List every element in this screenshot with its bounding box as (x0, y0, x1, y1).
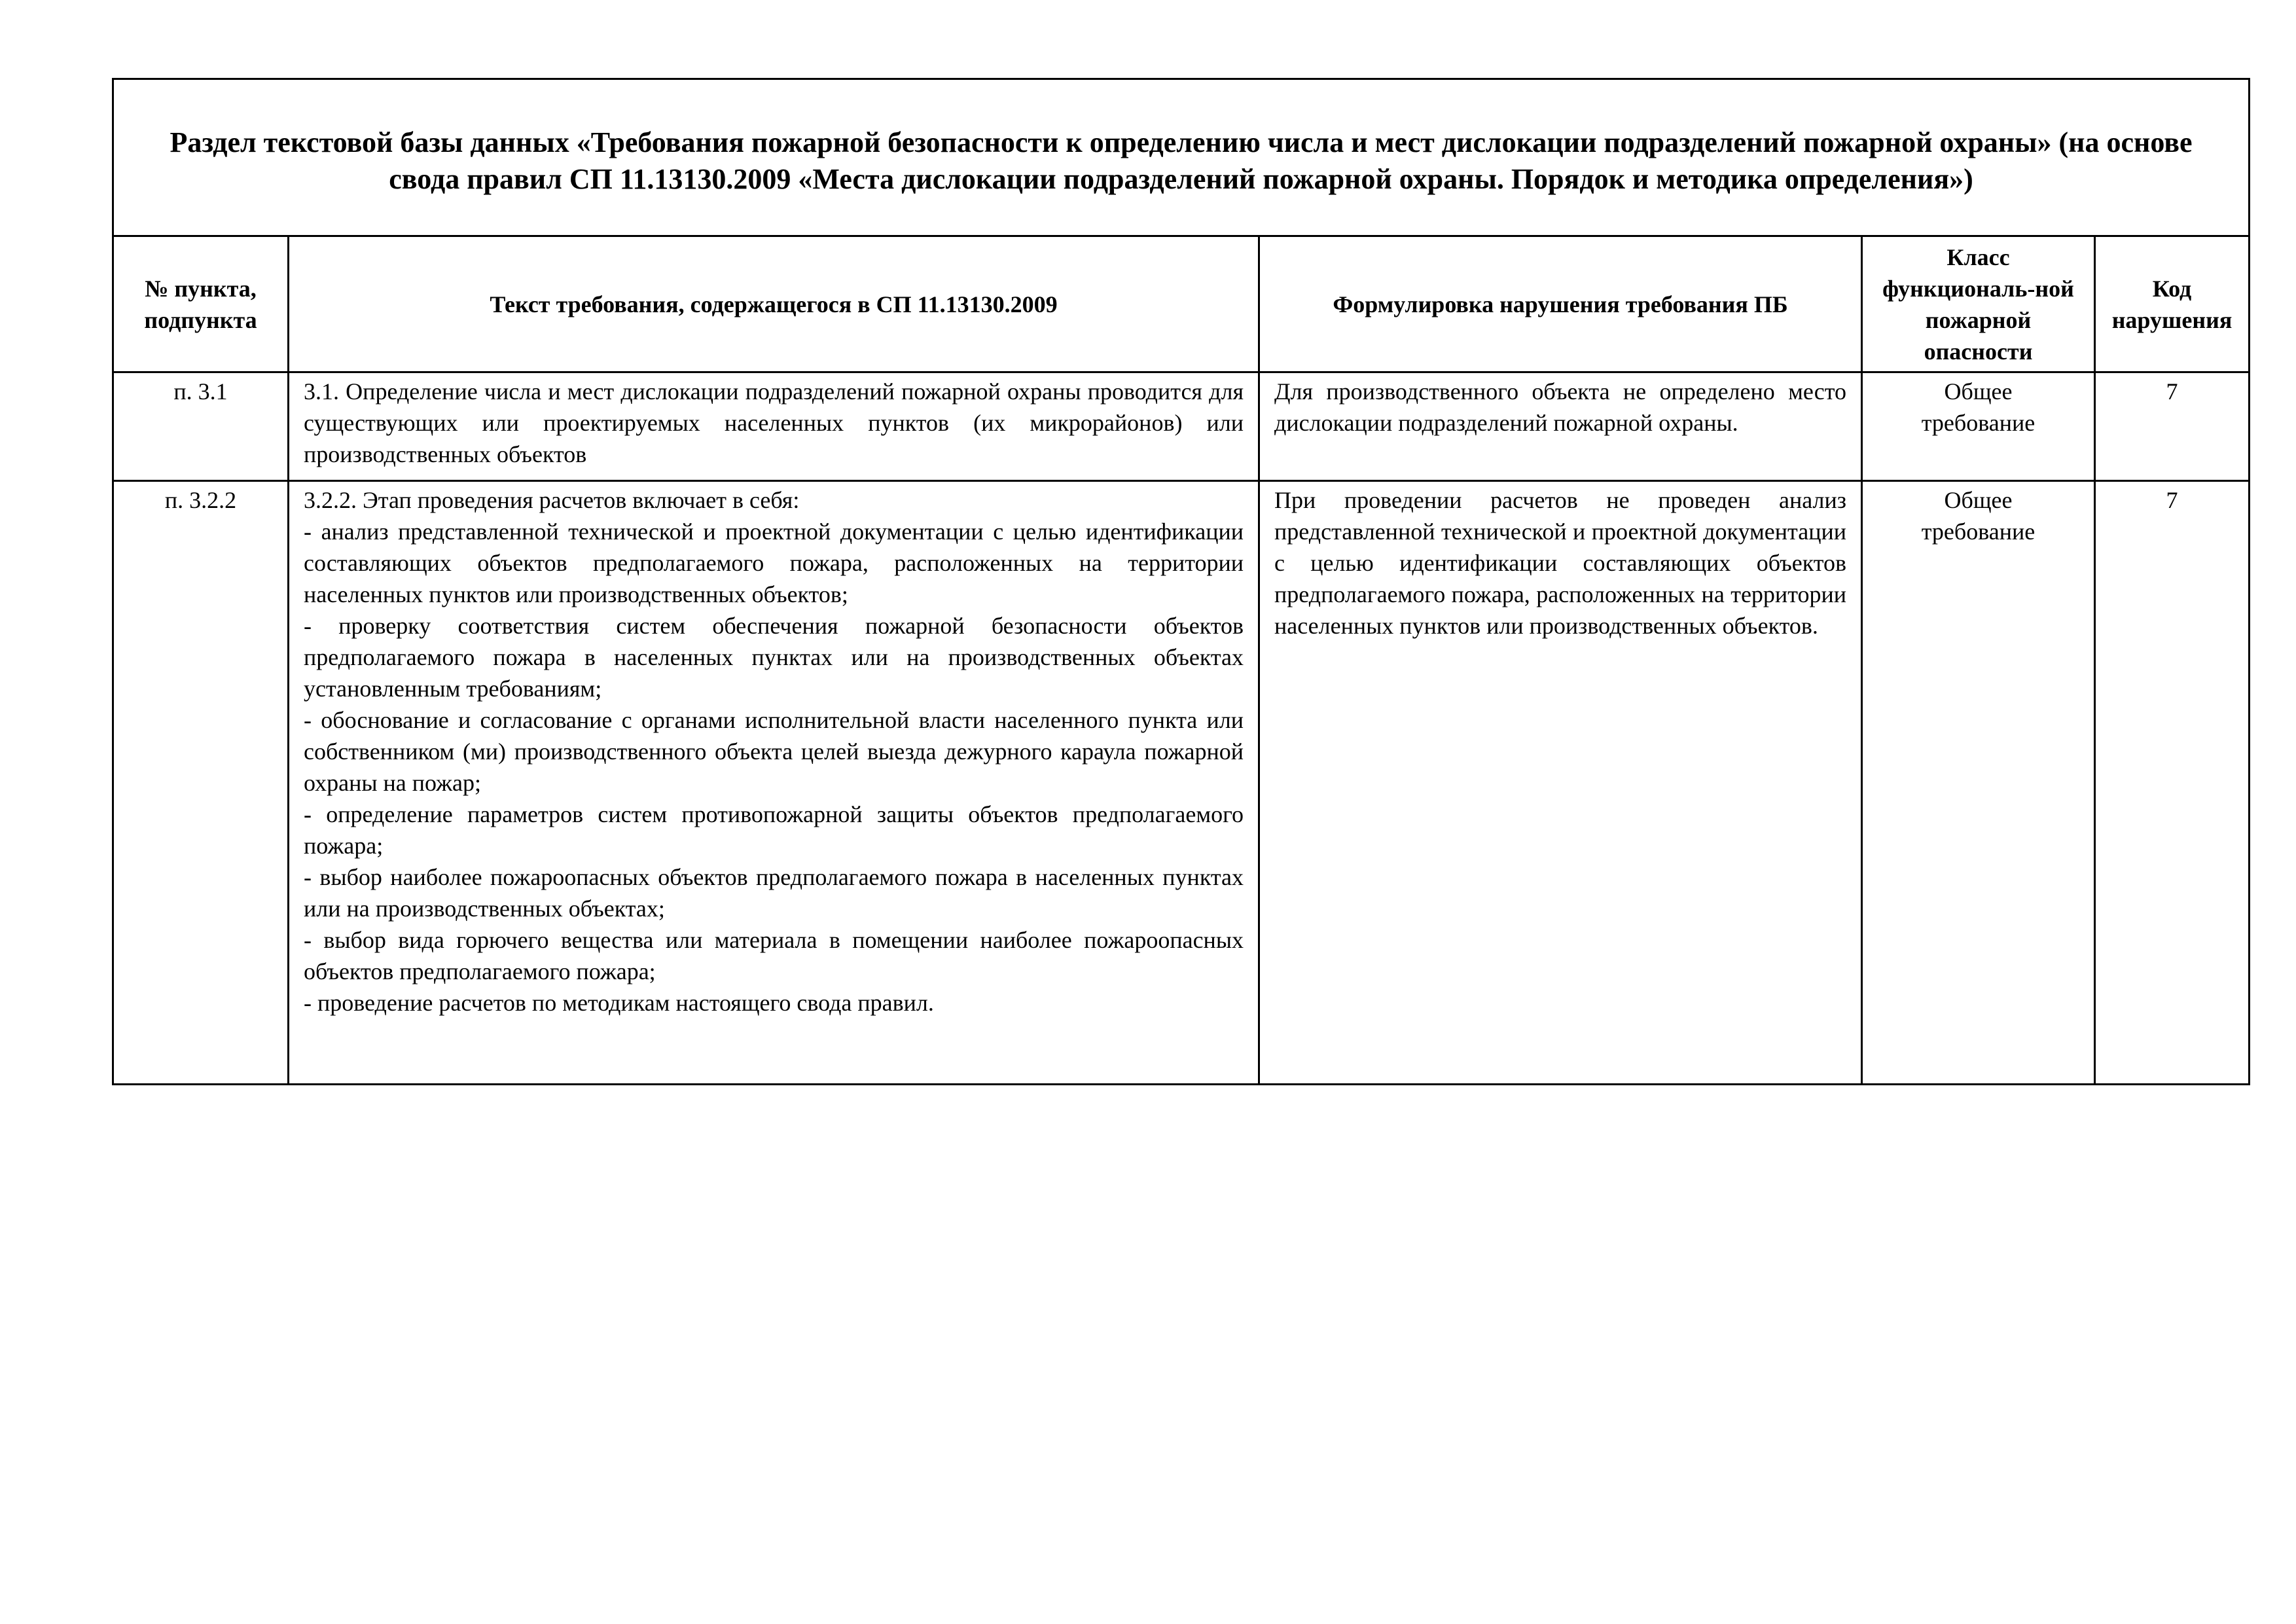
requirement-line: - анализ представленной технической и проектной документации с целью идентификации составляющих объектов предполагаемого пожара, расположенных на территории населенных пунктов или производственных объектов; (304, 518, 1244, 607)
clause-cell: п. 3.2.2 (113, 481, 289, 1085)
header-violation: Формулировка нарушения требования ПБ (1259, 236, 1862, 372)
requirement-line: - выбор наиболее пожароопасных объектов предполагаемого пожара в населенных пунктах или на производственных объектах; (304, 864, 1244, 922)
requirement-line: - проведение расчетов по методикам настоящего свода правил. (304, 990, 934, 1016)
violation-cell: Для производственного объекта не определено место дислокации подразделений пожарной охраны. (1259, 372, 1862, 481)
requirement-line: - проверку соответствия систем обеспечения пожарной безопасности объектов предполагаемого пожара в населенных пунктах или на производственных объектах установленным требованиям; (304, 613, 1244, 702)
header-requirement: Текст требования, содержащегося в СП 11.13130.2009 (289, 236, 1259, 372)
requirement-line: - определение параметров систем противопожарной защиты объектов предполагаемого пожара; (304, 801, 1244, 859)
requirement-line: 3.2.2. Этап проведения расчетов включает в себя: (304, 487, 800, 513)
class-cell: Общее требование (1862, 372, 2095, 481)
requirements-table (112, 78, 2250, 1085)
header-row (113, 236, 2250, 372)
requirement-cell (289, 481, 1259, 1085)
header-class: Класс функциональ-ной пожарной опасности (1862, 236, 2095, 372)
requirement-line: - обоснование и согласование с органами исполнительной власти населенного пункта или собственником (ми) производственного объекта целей выезда дежурного караула пожарной охраны на пожар; (304, 707, 1244, 796)
header-clause: № пункта, подпункта (113, 236, 289, 372)
header-code: Код нарушения (2095, 236, 2250, 372)
code-cell: 7 (2095, 372, 2250, 481)
table-row (113, 372, 2250, 481)
title-row (113, 79, 2250, 236)
requirement-cell: 3.1. Определение числа и мест дислокации подразделений пожарной охраны проводится для существующих или проектируемых населенных пунктов (их микрорайонов) или производственных объектов (289, 372, 1259, 481)
table-row (113, 481, 2250, 1085)
violation-cell: При проведении расчетов не проведен анализ представленной технической и проектной документации с целью идентификации составляющих объектов предполагаемого пожара, расположенных на территории населенных пунктов или производственных объектов. (1259, 481, 1862, 1085)
class-cell: Общее требование (1862, 481, 2095, 1085)
document-title: Раздел текстовой базы данных «Требования пожарной безопасности к определению числа и мест дислокации подразделений пожарной охраны» (на основе свода правил СП 11.13130.2009 «Места дислокации подразделений пожарной охраны. Порядок и методика определения») (113, 79, 2250, 236)
clause-cell: п. 3.1 (113, 372, 289, 481)
code-cell: 7 (2095, 481, 2250, 1085)
requirement-line: - выбор вида горючего вещества или материала в помещении наиболее пожароопасных объектов предполагаемого пожара; (304, 927, 1244, 984)
